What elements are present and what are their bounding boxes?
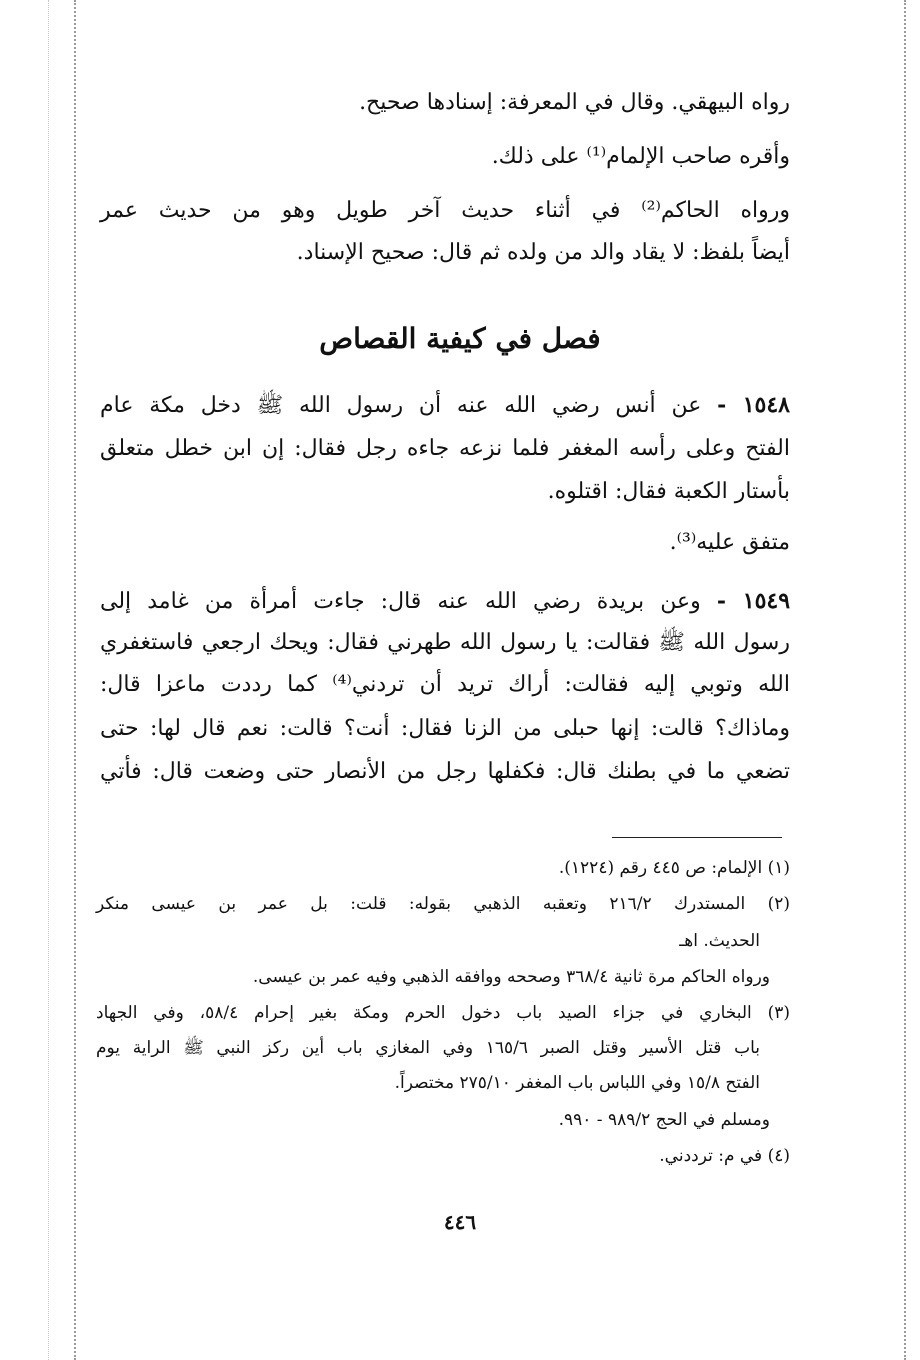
body-line: وأقره صاحب الإلمام⁽¹⁾ على ذلك. (491, 144, 790, 169)
hadith-1549-line: وماذاك؟ قالت: إنها حبلى من الزنا فقال: أنت؟ قالت: نعم قال لها: حتى (100, 716, 790, 741)
footnote-line: (٢) المستدرك ٢١٦/٢ وتعقبه الذهبي بقوله: قلت: بل عمر بن عيسى منكر (96, 894, 790, 914)
hadith-text: وعن بريدة رضي الله عنه قال: جاءت أمرأة من غامد إلى (100, 589, 701, 614)
footnote-line: ورواه الحاكم مرة ثانية ٣٦٨/٤ وصححه ووافقه الذهبي وفيه عمر بن عيسى. (252, 967, 770, 987)
body-line: رواه البيهقي. وقال في المعرفة: إسنادها صحيح. (359, 90, 790, 115)
hadith-1549-line: تضعي ما في بطنك قال: فكفلها رجل من الأنصار حتى وضعت قال: فأتي (100, 759, 790, 784)
hadith-number: ١٥٤٩ - (716, 588, 791, 614)
footnote-line: (٣) البخاري في جزاء الصيد باب دخول الحرم ومكة بغير إحرام ٥٨/٤، وفي الجهاد (96, 1003, 791, 1023)
hadith-1548-line: بأستار الكعبة فقال: اقتلوه. (547, 479, 790, 504)
scan-edge-inner (48, 0, 49, 1360)
scan-edge-right (904, 0, 906, 1360)
footnote-line: (١) الإلمام: ص ٤٤٥ رقم (١٢٢٤). (558, 858, 790, 878)
hadith-1548-line: الفتح وعلى رأسه المغفر فلما نزعه جاءه رجل فقال: إن ابن خطل متعلق (100, 436, 790, 461)
hadith-1549-line (100, 586, 790, 617)
footnote-line: باب قتل الأسير وقتل الصبر ١٦٥/٦ وفي المغازي باب أين ركز النبي ﷺ الراية يوم (96, 1038, 760, 1058)
body-line: ورواه الحاكم⁽²⁾ في أثناء حديث آخر طويل وهو من حديث عمر (100, 198, 790, 223)
hadith-1549-line: رسول الله ﷺ فقالت: يا رسول الله طهرني فقال: ويحك ارجعي فاستغفري (100, 630, 790, 655)
page-number: ٤٤٦ (443, 1210, 477, 1234)
hadith-1549-line: الله وتوبي إليه فقالت: أراك تريد أن تردني⁽⁴⁾ كما رددت ماعزا قال: (100, 672, 791, 697)
footnote-line: (٤) في م: ترددني. (659, 1146, 790, 1166)
hadith-text: عن أنس رضي الله عنه أن رسول الله ﷺ دخل مكة عام (100, 393, 702, 418)
hadith-1548-line (100, 390, 790, 421)
hadith-source: متفق عليه⁽³⁾. (669, 530, 790, 555)
footnote-separator (612, 837, 782, 838)
body-line: أيضاً بلفظ: لا يقاد والد من ولده ثم قال: صحيح الإسناد. (296, 240, 790, 265)
section-heading: فصل في كيفية القصاص (319, 322, 601, 355)
footnote-line: الفتح ١٥/٨ وفي اللباس باب المغفر ٢٧٥/١٠ مختصراً. (394, 1073, 760, 1093)
scan-edge-left (74, 0, 76, 1360)
hadith-number: ١٥٤٨ - (717, 392, 790, 418)
footnote-line: الحديث. اهـ (679, 931, 760, 951)
footnote-line: ومسلم في الحج ٩٨٩/٢ - ٩٩٠. (558, 1110, 770, 1130)
